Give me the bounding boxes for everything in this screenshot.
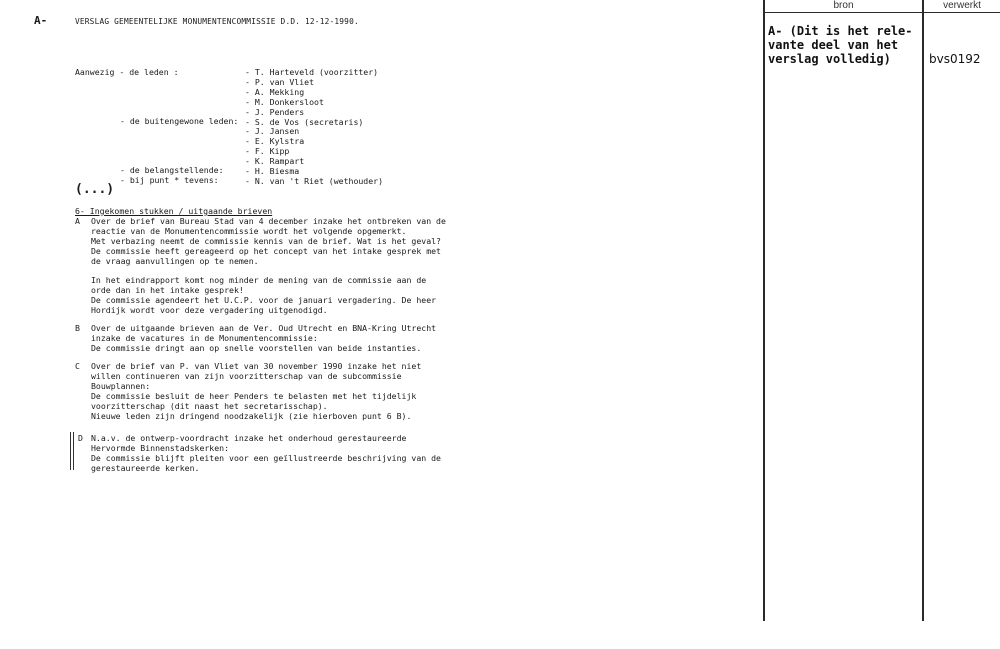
- member-item: - F. Kipp: [245, 146, 290, 157]
- column-header-verwerkt: verwerkt: [943, 0, 981, 11]
- processed-code: bvs0192: [929, 52, 981, 66]
- text-line: Met verbazing neemt de commissie kennis van de brief. Wat is het geval?: [91, 235, 441, 246]
- text-line: De commissie besluit de heer Penders te belasten met het tijdelijk: [91, 390, 417, 401]
- ellipsis-mark: (...): [75, 182, 115, 197]
- member-item: - H. Biesma: [245, 166, 300, 177]
- text-line: Hervormde Binnenstadskerken:: [91, 442, 230, 453]
- item-a-text: [91, 217, 446, 316]
- margin-bar: [73, 432, 74, 470]
- column-header-bron: bron: [833, 0, 854, 11]
- member-item: - M. Donkersloot: [245, 96, 324, 107]
- source-note: A- (Dit is het rele- vante deel van het verslag volledig): [768, 24, 913, 66]
- text-line: inzake de vacatures in de Monumentencommissie:: [91, 332, 318, 343]
- header-rule: [763, 12, 1000, 13]
- document-title: VERSLAG GEMEENTELIJKE MONUMENTENCOMMISSIE D.D. 12-12-1990.: [75, 17, 359, 26]
- text-line: voorzitterschap (dit naast het secretarisschap).: [91, 400, 328, 411]
- column-border-left: [763, 0, 765, 621]
- text-line: de vraag aanvullingen op te nemen.: [91, 255, 259, 266]
- member-item: - N. van 't Riet (wethouder): [245, 175, 384, 186]
- text-line: Over de uitgaande brieven aan de Ver. Oud Utrecht en BNA-Kring Utrecht: [91, 323, 437, 333]
- section-marker: A-: [34, 14, 48, 27]
- item-letter-a: A: [75, 216, 80, 226]
- text-line: De commissie agendeert het U.C.P. voor de januari vergadering. De heer: [91, 295, 437, 306]
- attendance-label-interested: - de belangstellende:: [120, 165, 224, 175]
- text-line: Bouwplannen:: [91, 380, 151, 391]
- text-line: willen continueren van zijn voorzitterschap van de subcommissie: [91, 370, 402, 381]
- attendance-label-present: Aanwezig - de leden :: [75, 67, 179, 77]
- text-line: Nieuwe leden zijn dringend noodzakelijk (zie hierboven punt 6 B).: [91, 410, 412, 421]
- text-line: De commissie dringt aan op snelle voorstellen van beide instanties.: [91, 342, 422, 353]
- text-line: Over de brief van P. van Vliet van 30 november 1990 inzake het niet: [91, 361, 422, 371]
- text-line: reactie van de Monumentencommissie wordt het volgende opgemerkt.: [91, 225, 407, 236]
- text-line: Hordijk wordt voor deze vergadering uitgenodigd.: [91, 305, 328, 316]
- attendance-label-extra: - de buitengewone leden:: [120, 116, 239, 126]
- section-heading: 6- Ingekomen stukken / uitgaande brieven: [75, 206, 273, 216]
- text-line: De commissie heeft gereageerd op het concept van het intake gesprek met: [91, 245, 441, 256]
- text-line: orde dan in het intake gesprek!: [91, 285, 244, 296]
- member-item: - J. Penders: [245, 106, 305, 117]
- member-item: - T. Harteveld (voorzitter): [245, 67, 379, 77]
- member-item: - K. Rampart: [245, 156, 305, 167]
- member-item: - P. van Vliet: [245, 76, 315, 87]
- text-line: Over de brief van Bureau Stad van 4 december inzake het ontbreken van de: [91, 216, 446, 226]
- item-letter-d: D: [78, 433, 83, 443]
- column-border-middle: [922, 0, 924, 621]
- margin-bar: [70, 432, 71, 470]
- member-list: [245, 68, 383, 187]
- item-letter-b: B: [75, 323, 80, 333]
- member-item: - A. Mekking: [245, 86, 305, 97]
- member-item: - E. Kylstra: [245, 136, 305, 147]
- text-line: N.a.v. de ontwerp-voordracht inzake het onderhoud gerestaureerde: [91, 433, 407, 443]
- item-b-text: [91, 324, 436, 354]
- member-item: - J. Jansen: [245, 126, 300, 137]
- text-line: In het eindrapport komt nog minder de mening van de commissie aan de: [91, 275, 427, 286]
- text-line: De commissie blijft pleiten voor een geïllustreerde beschrijving van de: [91, 452, 441, 463]
- item-letter-c: C: [75, 361, 80, 371]
- item-c-text: [91, 362, 421, 421]
- attendance-label-point: - bij punt * tevens:: [120, 175, 219, 185]
- member-item: - S. de Vos (secretaris): [245, 116, 364, 127]
- text-line: gerestaureerde kerken.: [91, 462, 200, 473]
- item-d-text: [91, 434, 441, 474]
